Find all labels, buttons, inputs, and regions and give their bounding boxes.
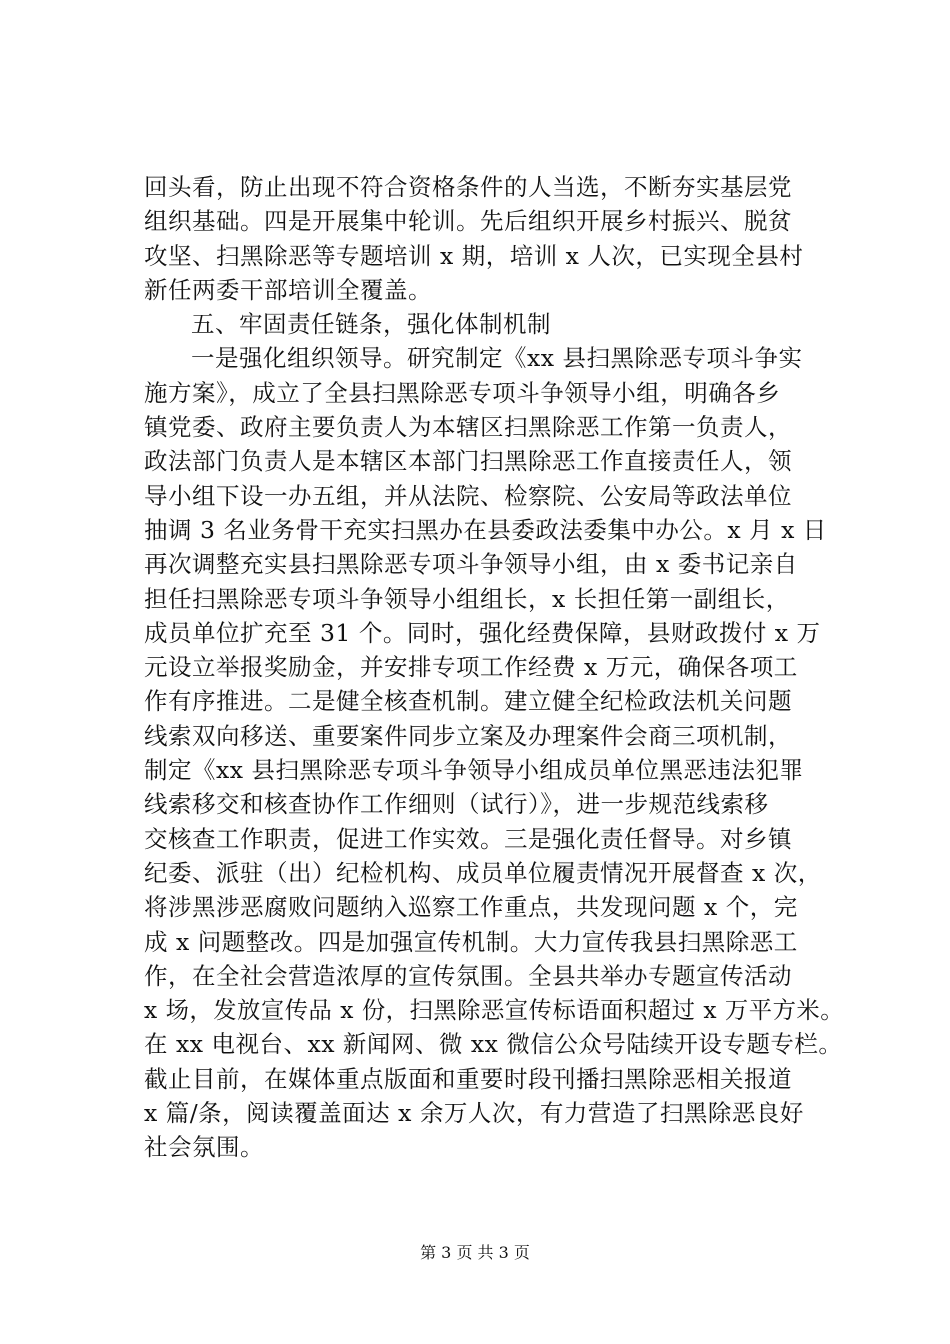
- text-line: 线索双向移送、重要案件同步立案及办理案件会商三项机制，: [144, 721, 792, 750]
- text-line: 纪委、派驻（出）纪检机构、成员单位履责情况开展督查 x 次，: [144, 858, 822, 887]
- text-line: 成员单位扩充至 31 个。同时，强化经费保障，县财政拨付 x 万: [144, 618, 821, 647]
- text-line: x 篇/条，阅读覆盖面达 x 余万人次，有力营造了扫黑除恶良好: [144, 1099, 804, 1128]
- text-line: 新任两委干部培训全覆盖。: [144, 275, 432, 304]
- text-line: 担任扫黑除恶专项斗争领导小组组长，x 长担任第一副组长，: [144, 584, 790, 613]
- page-footer: 第 3 页 共 3 页: [420, 1243, 530, 1262]
- text-line: 施方案》，成立了全县扫黑除恶专项斗争领导小组，明确各乡: [144, 378, 781, 407]
- text-line: 组织基础。四是开展集中轮训。先后组织开展乡村振兴、脱贫: [144, 207, 792, 236]
- text-line: 将涉黑涉恶腐败问题纳入巡察工作重点，共发现问题 x 个，完: [144, 893, 798, 922]
- text-line: 抽调 3 名业务骨干充实扫黑办在县委政法委集中办公。x 月 x 日: [144, 515, 827, 544]
- text-line: 政法部门负责人是本辖区本部门扫黑除恶工作直接责任人，领: [144, 447, 792, 476]
- text-line: 截止目前，在媒体重点版面和重要时段刊播扫黑除恶相关报道: [144, 1064, 792, 1093]
- text-line: 在 xx 电视台、xx 新闻网、微 xx 微信公众号陆续开设专题专栏。: [144, 1030, 843, 1059]
- text-line: 一是强化组织领导。研究制定《xx 县扫黑除恶专项斗争实: [191, 344, 803, 373]
- text-line: 镇党委、政府主要负责人为本辖区扫黑除恶工作第一负责人，: [144, 413, 792, 442]
- text-line: 作有序推进。二是健全核查机制。建立健全纪检政法机关问题: [144, 687, 792, 716]
- text-line: 导小组下设一办五组，并从法院、检察院、公安局等政法单位: [144, 481, 792, 510]
- text-line: 社会氛围。: [144, 1133, 264, 1162]
- text-line: 制定《xx 县扫黑除恶专项斗争领导小组成员单位黑恶违法犯罪: [144, 756, 804, 785]
- text-line: 线索移交和核查协作工作细则（试行）》，进一步规范线索移: [144, 790, 769, 819]
- section-heading: 五、牢固责任链条，强化体制机制: [191, 310, 551, 339]
- document-body: [144, 170, 844, 1165]
- text-line: 元设立举报奖励金，并安排专项工作经费 x 万元，确保各项工: [144, 653, 798, 682]
- text-line: x 场，发放宣传品 x 份，扫黑除恶宣传标语面积超过 x 万平方米。: [144, 996, 845, 1025]
- text-line: 交核查工作职责，促进工作实效。三是强化责任督导。对乡镇: [144, 824, 792, 853]
- text-line: 作，在全社会营造浓厚的宣传氛围。全县共举办专题宣传活动: [144, 961, 792, 990]
- text-line: 再次调整充实县扫黑除恶专项斗争领导小组，由 x 委书记亲自: [144, 550, 798, 579]
- text-line: 成 x 问题整改。四是加强宣传机制。大力宣传我县扫黑除恶工: [144, 927, 798, 956]
- text-line: 攻坚、扫黑除恶等专题培训 x 期，培训 x 人次，已实现全县村: [144, 241, 804, 270]
- text-line: 回头看，防止出现不符合资格条件的人当选，不断夯实基层党: [144, 173, 792, 201]
